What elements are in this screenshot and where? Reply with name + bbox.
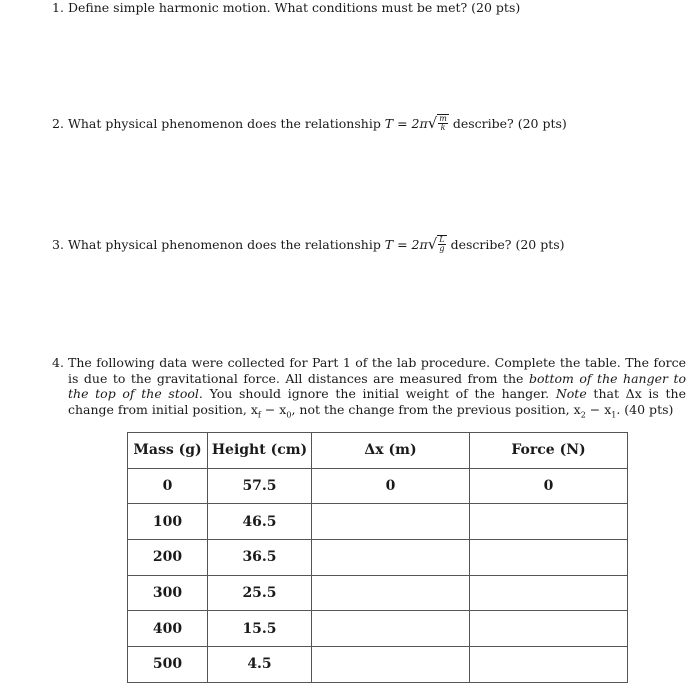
cell-mass: 0 bbox=[128, 468, 208, 504]
cell-height: 4.5 bbox=[208, 647, 312, 683]
cell-delta-x[interactable] bbox=[312, 540, 470, 576]
sqrt-formula bbox=[428, 114, 449, 132]
cell-delta-x[interactable] bbox=[312, 647, 470, 683]
question-4 bbox=[52, 355, 687, 419]
fraction bbox=[438, 115, 448, 132]
formula-lhs: T = 2π bbox=[384, 116, 428, 131]
header-mass: Mass (g) bbox=[128, 433, 208, 469]
data-table bbox=[127, 432, 628, 683]
cell-delta-x[interactable] bbox=[312, 504, 470, 540]
question-text-suffix: describe? (20 pts) bbox=[448, 116, 567, 131]
cell-force[interactable]: 0 bbox=[470, 468, 628, 504]
table-row bbox=[128, 504, 628, 540]
question-3 bbox=[52, 235, 565, 253]
radical-sign: √ bbox=[427, 235, 438, 253]
cell-height: 36.5 bbox=[208, 540, 312, 576]
question-2 bbox=[52, 114, 567, 132]
fraction bbox=[438, 236, 445, 253]
fraction-denominator: g bbox=[439, 244, 445, 253]
cell-mass: 500 bbox=[128, 647, 208, 683]
cell-height: 57.5 bbox=[208, 468, 312, 504]
cell-force[interactable] bbox=[470, 504, 628, 540]
header-delta-x: Δx (m) bbox=[312, 433, 470, 469]
cell-delta-x[interactable]: 0 bbox=[312, 468, 470, 504]
fraction-denominator: k bbox=[440, 123, 446, 132]
question-1 bbox=[52, 0, 520, 16]
cell-force[interactable] bbox=[470, 611, 628, 647]
question-number: 4. bbox=[52, 355, 64, 370]
table-header-row bbox=[128, 433, 628, 469]
table-row bbox=[128, 540, 628, 576]
table-row bbox=[128, 611, 628, 647]
cell-mass: 400 bbox=[128, 611, 208, 647]
question-number: 3. bbox=[52, 237, 64, 252]
cell-mass: 200 bbox=[128, 540, 208, 576]
question-text: The following data were collected for Part 1 of the lab procedure. Complete the table. The force is due to the gravitational force. All distances are measured from the bottom of the hanger to the top of the stool. You should ignore the initial weight of the hanger. Note that Δx is the change from initial position, $x_f - x_0$, not the change from the previous position, $x_2 - x_1$. (40 pts) bbox=[68, 355, 687, 419]
table-row bbox=[128, 647, 628, 683]
fraction-numerator: L bbox=[439, 235, 445, 244]
question-text-prefix: What physical phenomenon does the relationship bbox=[68, 237, 385, 252]
cell-force[interactable] bbox=[470, 540, 628, 576]
cell-force[interactable] bbox=[470, 647, 628, 683]
cell-height: 46.5 bbox=[208, 504, 312, 540]
header-force: Force (N) bbox=[470, 433, 628, 469]
question-text: Define simple harmonic motion. What conditions must be met? (20 pts) bbox=[68, 0, 521, 15]
cell-mass: 300 bbox=[128, 575, 208, 611]
cell-delta-x[interactable] bbox=[312, 575, 470, 611]
cell-delta-x[interactable] bbox=[312, 611, 470, 647]
table-row bbox=[128, 575, 628, 611]
question-text-suffix: describe? (20 pts) bbox=[446, 237, 565, 252]
cell-force[interactable] bbox=[470, 575, 628, 611]
question-text-prefix: What physical phenomenon does the relationship bbox=[68, 116, 385, 131]
question-number: 2. bbox=[52, 116, 64, 131]
radical-sign: √ bbox=[427, 114, 438, 132]
sqrt-formula bbox=[428, 235, 447, 253]
formula-lhs: T = 2π bbox=[384, 237, 428, 252]
cell-height: 15.5 bbox=[208, 611, 312, 647]
question-number: 1. bbox=[52, 0, 64, 15]
header-height: Height (cm) bbox=[208, 433, 312, 469]
table-row bbox=[128, 468, 628, 504]
cell-mass: 100 bbox=[128, 504, 208, 540]
cell-height: 25.5 bbox=[208, 575, 312, 611]
fraction-numerator: m bbox=[439, 114, 447, 123]
